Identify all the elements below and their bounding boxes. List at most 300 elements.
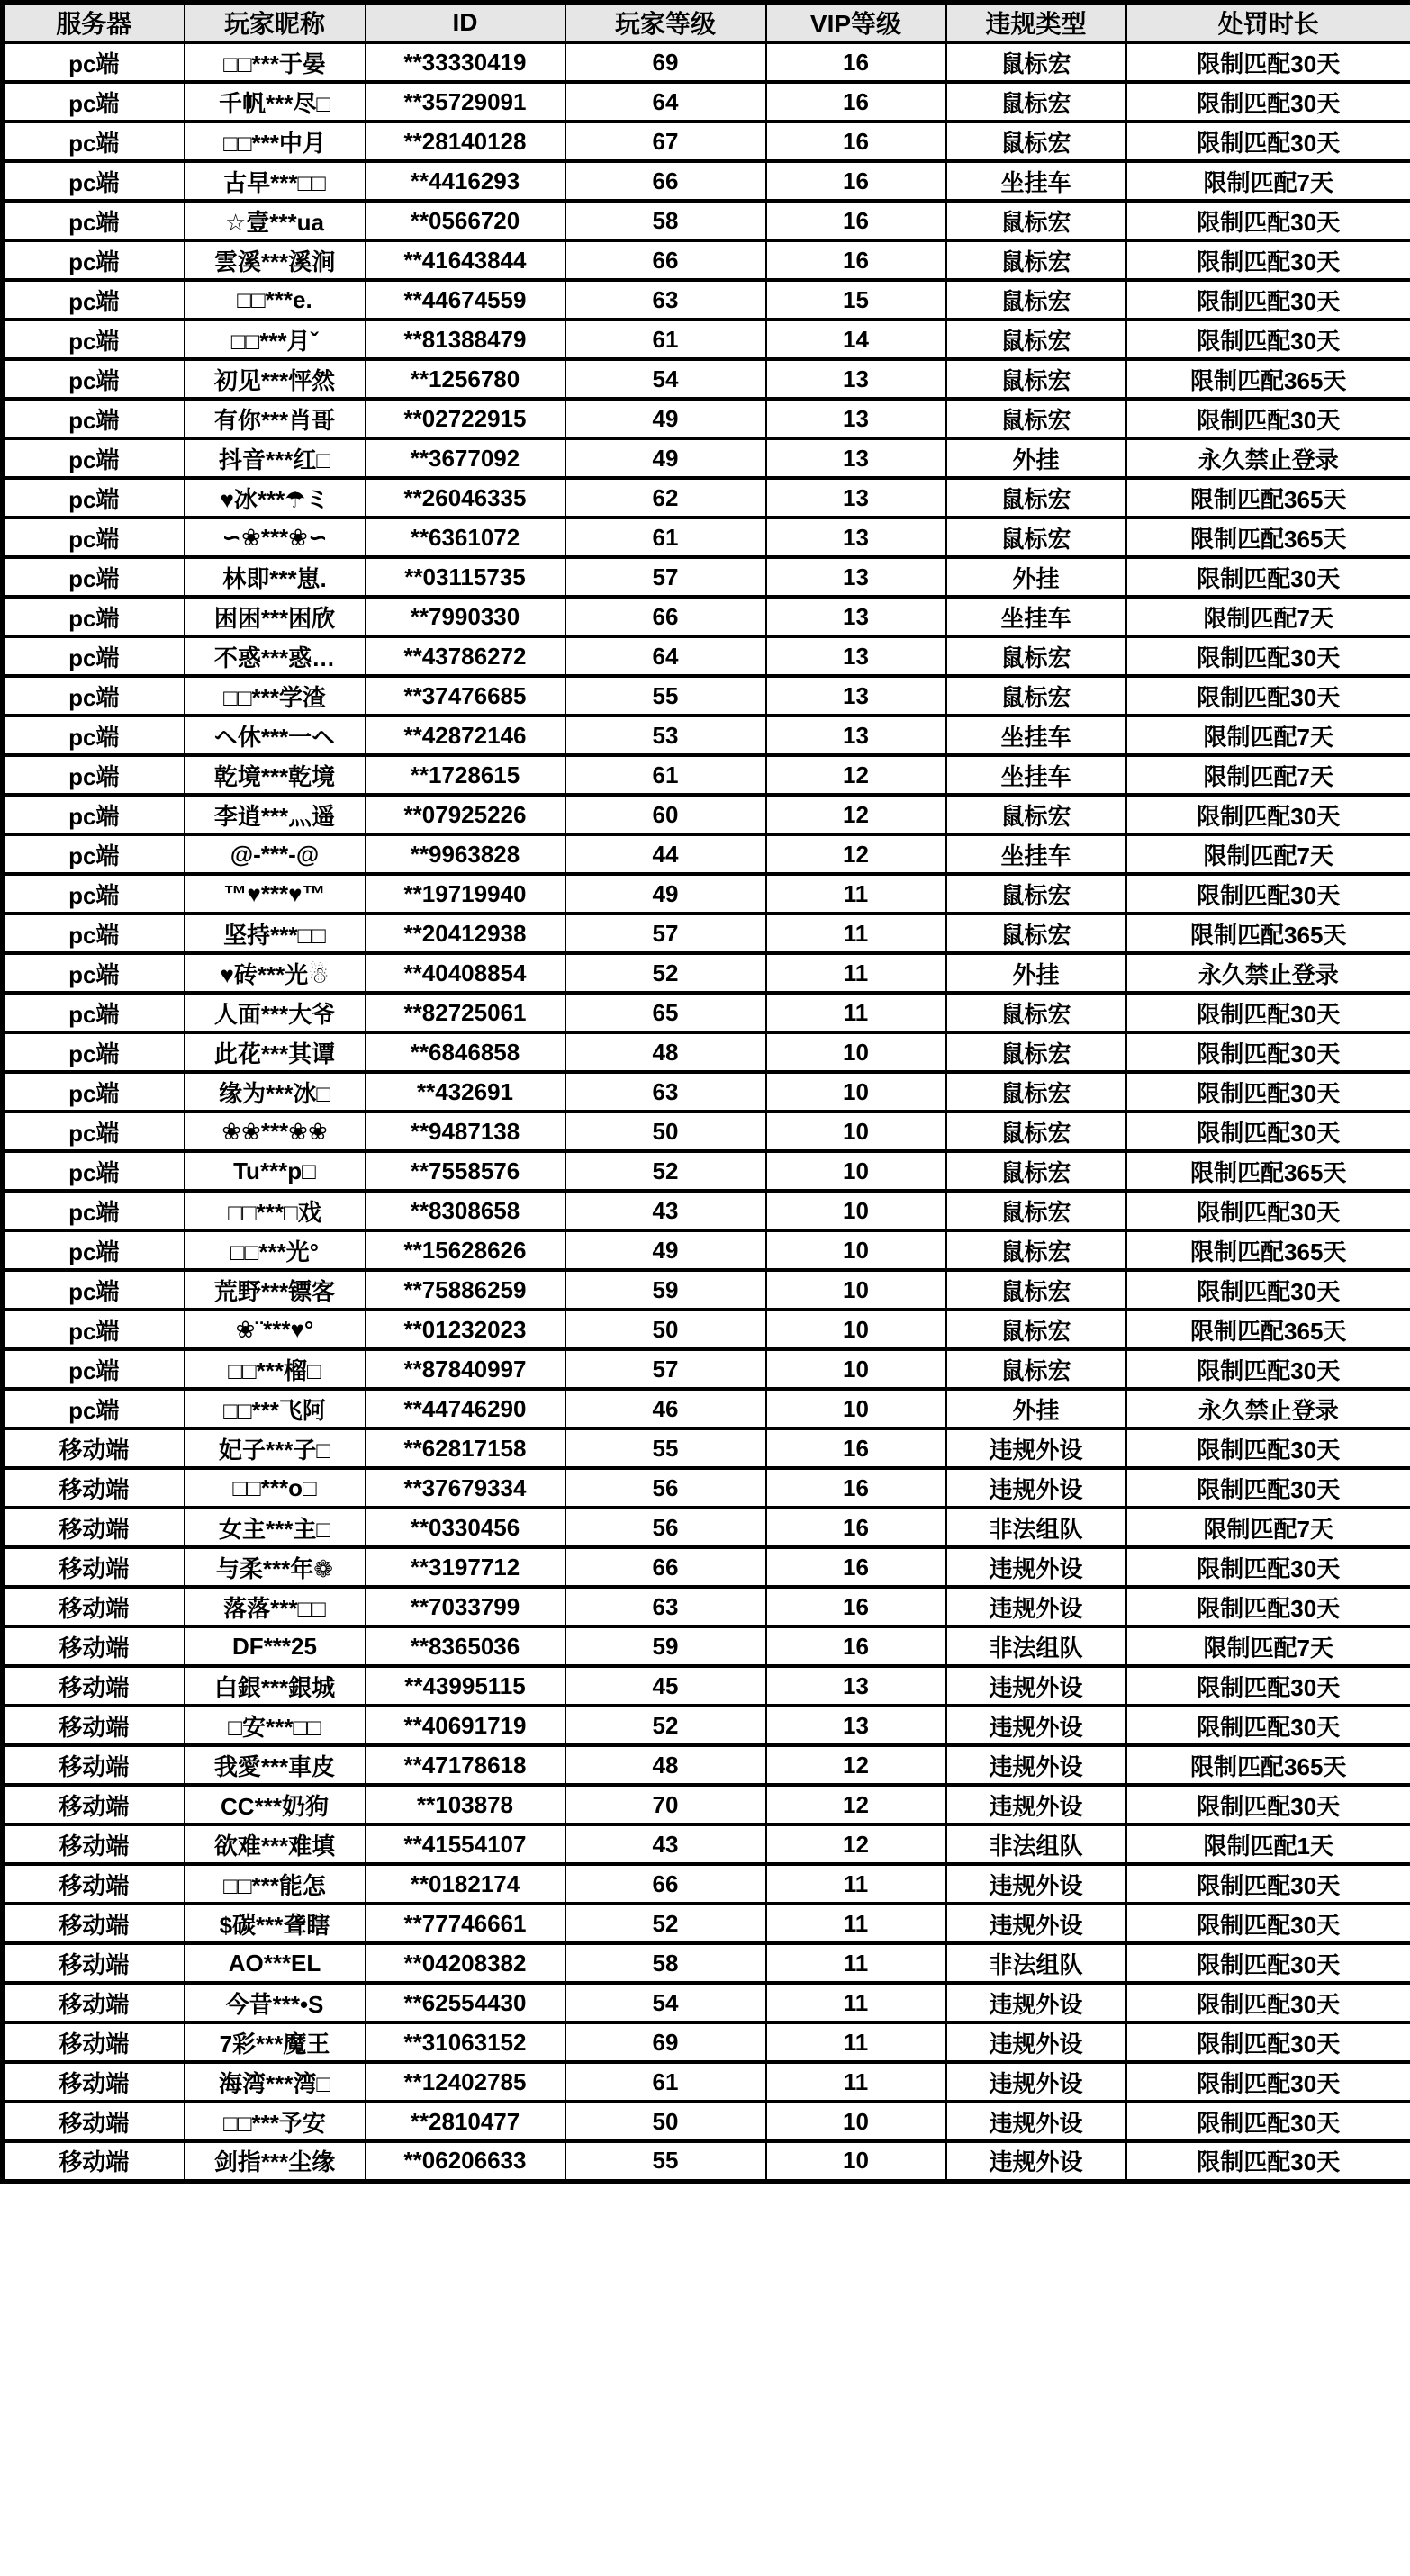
cell-nickname: 人面***大爷 [185, 993, 366, 1032]
cell-punishment-duration: 限制匹配30天 [1126, 874, 1410, 914]
cell-vip-level: 16 [766, 201, 946, 240]
cell-server: pc端 [3, 953, 185, 993]
table-row [3, 438, 1410, 478]
cell-vip-level: 12 [766, 834, 946, 874]
cell-punishment-duration: 限制匹配7天 [1126, 755, 1410, 795]
cell-nickname: 林即***崽. [185, 557, 366, 597]
cell-server: 移动端 [3, 1626, 185, 1666]
table-row [3, 1468, 1410, 1508]
cell-player-level: 66 [565, 161, 766, 201]
table-row [3, 1270, 1410, 1310]
table-row [3, 597, 1410, 636]
cell-violation-type: 违规外设 [946, 2141, 1126, 2181]
cell-id: **9963828 [366, 834, 565, 874]
cell-player-level: 56 [565, 1468, 766, 1508]
cell-violation-type: 非法组队 [946, 1508, 1126, 1547]
cell-punishment-duration: 限制匹配30天 [1126, 993, 1410, 1032]
cell-violation-type: 鼠标宏 [946, 359, 1126, 399]
cell-violation-type: 鼠标宏 [946, 122, 1126, 161]
cell-player-level: 63 [565, 1587, 766, 1626]
cell-violation-type: 违规外设 [946, 1587, 1126, 1626]
cell-server: pc端 [3, 755, 185, 795]
cell-player-level: 66 [565, 597, 766, 636]
cell-vip-level: 12 [766, 755, 946, 795]
cell-vip-level: 11 [766, 1904, 946, 1943]
cell-nickname: ♥冰***☂ミ [185, 478, 366, 518]
cell-nickname: 古早***□□ [185, 161, 366, 201]
cell-punishment-duration: 限制匹配30天 [1126, 1587, 1410, 1626]
cell-id: **33330419 [366, 42, 565, 82]
cell-id: **35729091 [366, 82, 565, 122]
column-header-server: 服务器 [3, 3, 185, 43]
cell-nickname: □安***□□ [185, 1706, 366, 1745]
cell-server: 移动端 [3, 1428, 185, 1468]
cell-id: **01232023 [366, 1310, 565, 1349]
cell-nickname: 李逍***灬遥 [185, 795, 366, 834]
cell-violation-type: 非法组队 [946, 1824, 1126, 1864]
table-row [3, 874, 1410, 914]
table-row [3, 1666, 1410, 1706]
cell-punishment-duration: 限制匹配30天 [1126, 320, 1410, 359]
cell-nickname: 此花***其谭 [185, 1032, 366, 1072]
cell-player-level: 57 [565, 1349, 766, 1389]
cell-player-level: 48 [565, 1032, 766, 1072]
cell-nickname: 7彩***魔王 [185, 2022, 366, 2062]
cell-server: 移动端 [3, 1508, 185, 1547]
table-row [3, 1032, 1410, 1072]
cell-nickname: DF***25 [185, 1626, 366, 1666]
cell-id: **26046335 [366, 478, 565, 518]
cell-id: **87840997 [366, 1349, 565, 1389]
cell-server: pc端 [3, 716, 185, 755]
cell-punishment-duration: 限制匹配30天 [1126, 2062, 1410, 2102]
cell-player-level: 57 [565, 914, 766, 953]
cell-player-level: 55 [565, 676, 766, 716]
cell-nickname: ❀❀***❀❀ [185, 1112, 366, 1151]
cell-violation-type: 鼠标宏 [946, 478, 1126, 518]
cell-violation-type: 鼠标宏 [946, 1230, 1126, 1270]
cell-vip-level: 16 [766, 1587, 946, 1626]
cell-player-level: 55 [565, 2141, 766, 2181]
table-row [3, 1983, 1410, 2022]
cell-nickname: ☆壹***ua [185, 201, 366, 240]
cell-vip-level: 16 [766, 1626, 946, 1666]
table-row [3, 993, 1410, 1032]
table-row [3, 1706, 1410, 1745]
cell-punishment-duration: 限制匹配30天 [1126, 1112, 1410, 1151]
cell-nickname: 白銀***銀城 [185, 1666, 366, 1706]
cell-punishment-duration: 永久禁止登录 [1126, 1389, 1410, 1428]
cell-id: **82725061 [366, 993, 565, 1032]
cell-player-level: 61 [565, 2062, 766, 2102]
column-header-punishment-duration: 处罚时长 [1126, 3, 1410, 43]
table-row [3, 518, 1410, 557]
cell-player-level: 65 [565, 993, 766, 1032]
cell-punishment-duration: 限制匹配30天 [1126, 1428, 1410, 1468]
cell-player-level: 45 [565, 1666, 766, 1706]
cell-id: **42872146 [366, 716, 565, 755]
cell-vip-level: 13 [766, 636, 946, 676]
cell-punishment-duration: 限制匹配30天 [1126, 2102, 1410, 2141]
cell-id: **40691719 [366, 1706, 565, 1745]
table-row [3, 122, 1410, 161]
cell-nickname: 雲溪***溪涧 [185, 240, 366, 280]
cell-vip-level: 16 [766, 161, 946, 201]
cell-server: 移动端 [3, 2141, 185, 2181]
cell-server: pc端 [3, 597, 185, 636]
cell-player-level: 52 [565, 1904, 766, 1943]
table-row [3, 1349, 1410, 1389]
cell-punishment-duration: 限制匹配30天 [1126, 1943, 1410, 1983]
cell-nickname: □□***月ˇ [185, 320, 366, 359]
cell-vip-level: 10 [766, 1191, 946, 1230]
cell-nickname: CC***奶狗 [185, 1785, 366, 1824]
table-row [3, 240, 1410, 280]
cell-violation-type: 鼠标宏 [946, 914, 1126, 953]
cell-nickname: 落落***□□ [185, 1587, 366, 1626]
cell-punishment-duration: 限制匹配30天 [1126, 1349, 1410, 1389]
cell-nickname: 女主***主□ [185, 1508, 366, 1547]
cell-punishment-duration: 限制匹配30天 [1126, 122, 1410, 161]
cell-nickname: 坚持***□□ [185, 914, 366, 953]
cell-punishment-duration: 限制匹配30天 [1126, 280, 1410, 320]
cell-vip-level: 16 [766, 240, 946, 280]
cell-server: pc端 [3, 795, 185, 834]
cell-punishment-duration: 限制匹配1天 [1126, 1824, 1410, 1864]
cell-id: **0182174 [366, 1864, 565, 1904]
cell-violation-type: 鼠标宏 [946, 1349, 1126, 1389]
cell-violation-type: 鼠标宏 [946, 82, 1126, 122]
cell-violation-type: 鼠标宏 [946, 676, 1126, 716]
cell-punishment-duration: 限制匹配365天 [1126, 1230, 1410, 1270]
cell-violation-type: 鼠标宏 [946, 240, 1126, 280]
cell-nickname: 海湾***湾□ [185, 2062, 366, 2102]
cell-violation-type: 鼠标宏 [946, 1112, 1126, 1151]
cell-punishment-duration: 限制匹配30天 [1126, 795, 1410, 834]
cell-player-level: 49 [565, 1230, 766, 1270]
cell-server: pc端 [3, 1112, 185, 1151]
cell-violation-type: 鼠标宏 [946, 201, 1126, 240]
cell-punishment-duration: 限制匹配7天 [1126, 597, 1410, 636]
cell-id: **0330456 [366, 1508, 565, 1547]
cell-id: **4416293 [366, 161, 565, 201]
cell-server: 移动端 [3, 1824, 185, 1864]
cell-vip-level: 13 [766, 518, 946, 557]
cell-punishment-duration: 限制匹配365天 [1126, 914, 1410, 953]
cell-nickname: 困困***困欣 [185, 597, 366, 636]
cell-server: pc端 [3, 240, 185, 280]
cell-nickname: □□***飞阿 [185, 1389, 366, 1428]
cell-id: **37476685 [366, 676, 565, 716]
table-row [3, 1230, 1410, 1270]
cell-vip-level: 13 [766, 716, 946, 755]
cell-id: **77746661 [366, 1904, 565, 1943]
cell-violation-type: 非法组队 [946, 1626, 1126, 1666]
cell-server: 移动端 [3, 1943, 185, 1983]
cell-nickname: 妃子***子□ [185, 1428, 366, 1468]
table-row [3, 320, 1410, 359]
table-body [3, 42, 1410, 2181]
cell-vip-level: 11 [766, 874, 946, 914]
cell-server: 移动端 [3, 2102, 185, 2141]
cell-nickname: 今昔***•S [185, 1983, 366, 2022]
cell-player-level: 59 [565, 1270, 766, 1310]
cell-server: 移动端 [3, 2022, 185, 2062]
column-header-player-level: 玩家等级 [565, 3, 766, 43]
cell-violation-type: 鼠标宏 [946, 874, 1126, 914]
cell-nickname: @-***-@ [185, 834, 366, 874]
cell-vip-level: 13 [766, 1666, 946, 1706]
cell-punishment-duration: 限制匹配30天 [1126, 636, 1410, 676]
cell-server: pc端 [3, 280, 185, 320]
cell-vip-level: 16 [766, 1468, 946, 1508]
cell-nickname: Tu***p□ [185, 1151, 366, 1191]
cell-server: pc端 [3, 1230, 185, 1270]
cell-server: pc端 [3, 557, 185, 597]
cell-server: pc端 [3, 359, 185, 399]
cell-id: **62554430 [366, 1983, 565, 2022]
cell-server: 移动端 [3, 1745, 185, 1785]
cell-nickname: □□***o□ [185, 1468, 366, 1508]
cell-player-level: 63 [565, 280, 766, 320]
cell-punishment-duration: 限制匹配30天 [1126, 42, 1410, 82]
cell-player-level: 63 [565, 1072, 766, 1112]
cell-vip-level: 16 [766, 122, 946, 161]
cell-nickname: □□***于晏 [185, 42, 366, 82]
cell-server: 移动端 [3, 1864, 185, 1904]
cell-punishment-duration: 限制匹配30天 [1126, 1785, 1410, 1824]
cell-id: **3197712 [366, 1547, 565, 1587]
cell-punishment-duration: 限制匹配30天 [1126, 1904, 1410, 1943]
cell-player-level: 49 [565, 399, 766, 438]
cell-player-level: 61 [565, 320, 766, 359]
cell-vip-level: 10 [766, 2102, 946, 2141]
cell-vip-level: 16 [766, 42, 946, 82]
cell-punishment-duration: 限制匹配30天 [1126, 1032, 1410, 1072]
table-row [3, 1745, 1410, 1785]
cell-vip-level: 16 [766, 82, 946, 122]
table-row [3, 1824, 1410, 1864]
cell-nickname: 剑指***尘缘 [185, 2141, 366, 2181]
cell-punishment-duration: 限制匹配7天 [1126, 834, 1410, 874]
cell-server: pc端 [3, 1349, 185, 1389]
cell-server: pc端 [3, 1389, 185, 1428]
cell-violation-type: 鼠标宏 [946, 1072, 1126, 1112]
table-row [3, 1428, 1410, 1468]
table-row [3, 1112, 1410, 1151]
cell-nickname: 有你***肖哥 [185, 399, 366, 438]
table-row [3, 1151, 1410, 1191]
table-row [3, 1864, 1410, 1904]
cell-vip-level: 10 [766, 1389, 946, 1428]
cell-vip-level: 13 [766, 597, 946, 636]
cell-nickname: 乾境***乾境 [185, 755, 366, 795]
table-row [3, 1310, 1410, 1349]
cell-player-level: 50 [565, 2102, 766, 2141]
cell-punishment-duration: 限制匹配30天 [1126, 1706, 1410, 1745]
cell-vip-level: 16 [766, 1547, 946, 1587]
cell-punishment-duration: 限制匹配30天 [1126, 1468, 1410, 1508]
cell-id: **62817158 [366, 1428, 565, 1468]
cell-punishment-duration: 限制匹配30天 [1126, 1983, 1410, 2022]
cell-server: 移动端 [3, 2062, 185, 2102]
cell-violation-type: 违规外设 [946, 1864, 1126, 1904]
table-row [3, 834, 1410, 874]
cell-vip-level: 11 [766, 2062, 946, 2102]
cell-punishment-duration: 限制匹配30天 [1126, 2022, 1410, 2062]
table-row [3, 1904, 1410, 1943]
cell-server: pc端 [3, 1270, 185, 1310]
cell-punishment-duration: 永久禁止登录 [1126, 438, 1410, 478]
cell-server: pc端 [3, 874, 185, 914]
table-row [3, 676, 1410, 716]
cell-violation-type: 违规外设 [946, 2062, 1126, 2102]
cell-id: **0566720 [366, 201, 565, 240]
cell-nickname: □□***予安 [185, 2102, 366, 2141]
cell-punishment-duration: 限制匹配365天 [1126, 1310, 1410, 1349]
cell-violation-type: 违规外设 [946, 1666, 1126, 1706]
cell-vip-level: 14 [766, 320, 946, 359]
cell-vip-level: 15 [766, 280, 946, 320]
table-row [3, 1072, 1410, 1112]
cell-server: pc端 [3, 1151, 185, 1191]
cell-vip-level: 13 [766, 399, 946, 438]
cell-vip-level: 10 [766, 1230, 946, 1270]
cell-vip-level: 11 [766, 1983, 946, 2022]
cell-nickname: □□***e. [185, 280, 366, 320]
cell-server: pc端 [3, 636, 185, 676]
cell-vip-level: 12 [766, 795, 946, 834]
cell-server: pc端 [3, 122, 185, 161]
cell-vip-level: 12 [766, 1745, 946, 1785]
cell-id: **43995115 [366, 1666, 565, 1706]
cell-violation-type: 违规外设 [946, 1983, 1126, 2022]
cell-vip-level: 13 [766, 557, 946, 597]
cell-vip-level: 13 [766, 478, 946, 518]
cell-player-level: 46 [565, 1389, 766, 1428]
cell-player-level: 60 [565, 795, 766, 834]
cell-violation-type: 鼠标宏 [946, 1310, 1126, 1349]
cell-player-level: 66 [565, 1547, 766, 1587]
cell-nickname: □□***光° [185, 1230, 366, 1270]
cell-nickname: □□***榴□ [185, 1349, 366, 1389]
cell-vip-level: 13 [766, 359, 946, 399]
cell-vip-level: 11 [766, 1943, 946, 1983]
cell-id: **37679334 [366, 1468, 565, 1508]
cell-punishment-duration: 限制匹配30天 [1126, 82, 1410, 122]
table-row [3, 82, 1410, 122]
cell-server: 移动端 [3, 1666, 185, 1706]
cell-punishment-duration: 限制匹配365天 [1126, 478, 1410, 518]
cell-vip-level: 10 [766, 1270, 946, 1310]
cell-player-level: 62 [565, 478, 766, 518]
cell-violation-type: 坐挂车 [946, 597, 1126, 636]
cell-id: **31063152 [366, 2022, 565, 2062]
cell-id: **41554107 [366, 1824, 565, 1864]
cell-id: **15628626 [366, 1230, 565, 1270]
cell-violation-type: 鼠标宏 [946, 1032, 1126, 1072]
cell-server: 移动端 [3, 1904, 185, 1943]
cell-player-level: 43 [565, 1824, 766, 1864]
cell-punishment-duration: 限制匹配7天 [1126, 1508, 1410, 1547]
cell-vip-level: 11 [766, 993, 946, 1032]
table-row [3, 42, 1410, 82]
cell-server: pc端 [3, 161, 185, 201]
table-row [3, 953, 1410, 993]
cell-punishment-duration: 限制匹配7天 [1126, 1626, 1410, 1666]
cell-violation-type: 鼠标宏 [946, 993, 1126, 1032]
cell-player-level: 53 [565, 716, 766, 755]
table-row [3, 1389, 1410, 1428]
cell-id: **7033799 [366, 1587, 565, 1626]
cell-nickname: 不惑***惑… [185, 636, 366, 676]
cell-server: pc端 [3, 1191, 185, 1230]
cell-punishment-duration: 限制匹配30天 [1126, 1072, 1410, 1112]
cell-nickname: $碳***聋瞎 [185, 1904, 366, 1943]
cell-vip-level: 11 [766, 2022, 946, 2062]
cell-id: **103878 [366, 1785, 565, 1824]
table-row [3, 2102, 1410, 2141]
cell-vip-level: 16 [766, 1428, 946, 1468]
cell-punishment-duration: 限制匹配30天 [1126, 1864, 1410, 1904]
cell-server: pc端 [3, 42, 185, 82]
cell-player-level: 64 [565, 82, 766, 122]
cell-id: **12402785 [366, 2062, 565, 2102]
cell-id: **02722915 [366, 399, 565, 438]
cell-server: pc端 [3, 914, 185, 953]
cell-player-level: 69 [565, 2022, 766, 2062]
cell-id: **47178618 [366, 1745, 565, 1785]
cell-player-level: 44 [565, 834, 766, 874]
cell-player-level: 56 [565, 1508, 766, 1547]
cell-nickname: 初见***怦然 [185, 359, 366, 399]
cell-violation-type: 鼠标宏 [946, 1270, 1126, 1310]
cell-vip-level: 10 [766, 2141, 946, 2181]
cell-violation-type: 违规外设 [946, 1785, 1126, 1824]
cell-vip-level: 16 [766, 1508, 946, 1547]
cell-violation-type: 外挂 [946, 1389, 1126, 1428]
cell-player-level: 52 [565, 953, 766, 993]
cell-violation-type: 非法组队 [946, 1943, 1126, 1983]
cell-player-level: 55 [565, 1428, 766, 1468]
cell-player-level: 69 [565, 42, 766, 82]
cell-id: **75886259 [366, 1270, 565, 1310]
cell-id: **03115735 [366, 557, 565, 597]
cell-server: pc端 [3, 518, 185, 557]
cell-punishment-duration: 限制匹配30天 [1126, 201, 1410, 240]
cell-violation-type: 鼠标宏 [946, 280, 1126, 320]
cell-nickname: ♥砖***光☃ [185, 953, 366, 993]
cell-id: **8365036 [366, 1626, 565, 1666]
cell-server: 移动端 [3, 1587, 185, 1626]
cell-punishment-duration: 限制匹配30天 [1126, 1547, 1410, 1587]
cell-punishment-duration: 限制匹配30天 [1126, 676, 1410, 716]
cell-nickname: 我愛***車皮 [185, 1745, 366, 1785]
cell-vip-level: 10 [766, 1032, 946, 1072]
cell-violation-type: 鼠标宏 [946, 42, 1126, 82]
cell-player-level: 64 [565, 636, 766, 676]
cell-nickname: □□***□戏 [185, 1191, 366, 1230]
cell-server: 移动端 [3, 1706, 185, 1745]
column-header-violation-type: 违规类型 [946, 3, 1126, 43]
cell-violation-type: 违规外设 [946, 1706, 1126, 1745]
cell-id: **44746290 [366, 1389, 565, 1428]
cell-id: **41643844 [366, 240, 565, 280]
cell-vip-level: 11 [766, 953, 946, 993]
cell-player-level: 43 [565, 1191, 766, 1230]
cell-punishment-duration: 限制匹配7天 [1126, 161, 1410, 201]
cell-id: **44674559 [366, 280, 565, 320]
